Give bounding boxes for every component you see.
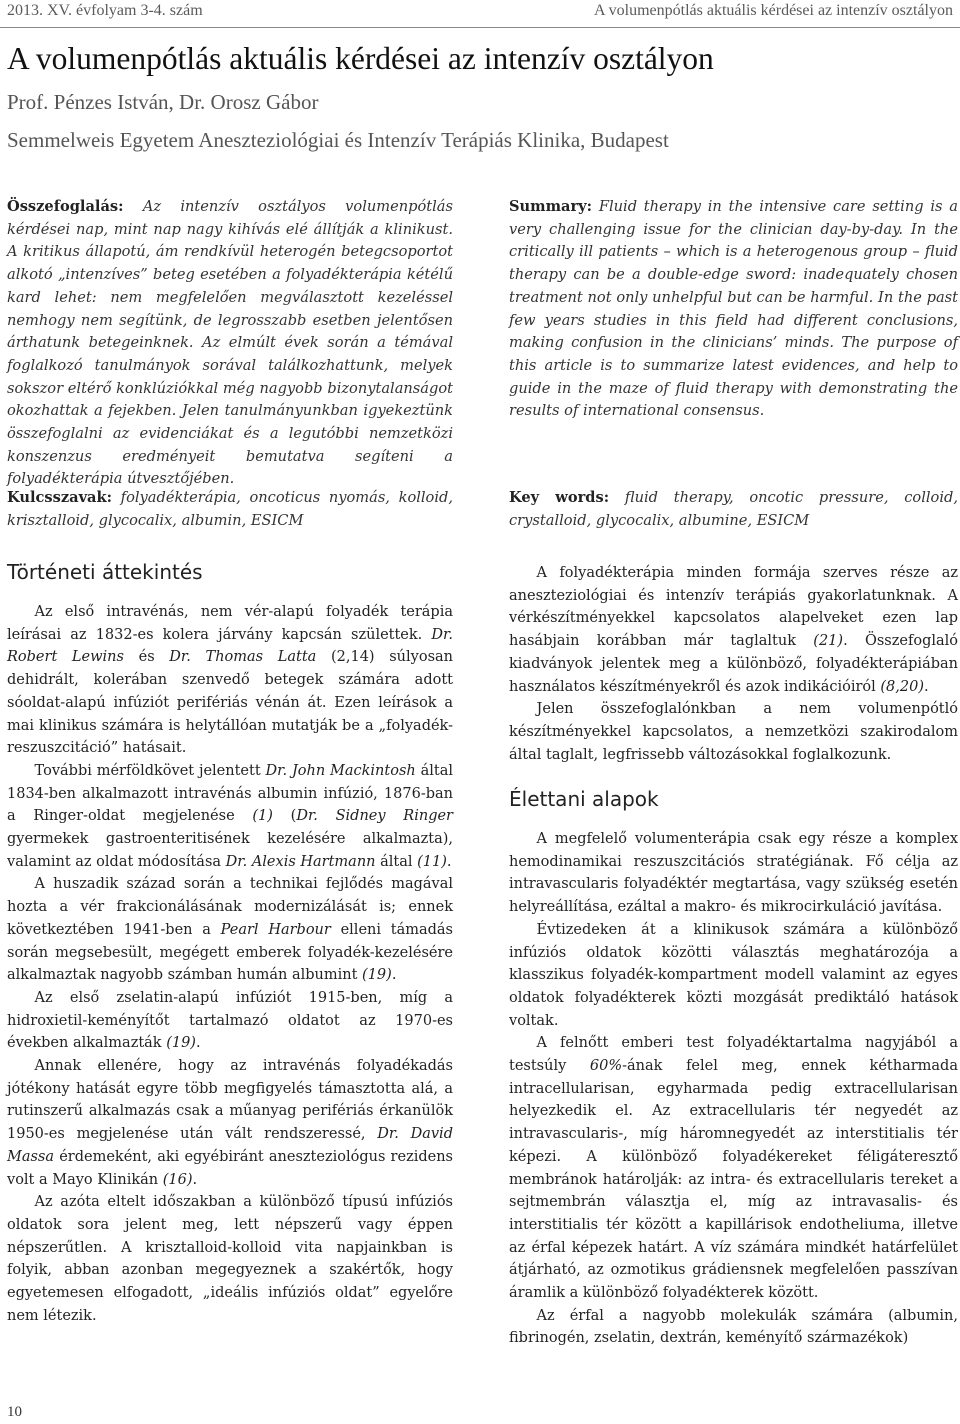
running-header-title: A volumenpótlás aktuális kérdései az intenzív osztályon — [593, 2, 953, 19]
keywords-en-label: Key words: — [509, 489, 610, 506]
physiology-paragraph-1: A megfelelő volumenterápia csak egy része a komplex hemodinamikai reszuszcitációs stratégiának. Fő célja az intravascularis folyadéktér megtartása, vagy szükség esetén helyreállítása, ezáltal a makro- és mikrocirkuláció javítása. — [509, 831, 958, 916]
header-rule — [0, 27, 960, 28]
keywords-hu-label: Kulcsszavak: — [7, 489, 113, 506]
article-title: A volumenpótlás aktuális kérdései az intenzív osztályon — [7, 41, 714, 76]
keywords-hu-text: folyadékterápia, oncoticus nyomás, kolloid, krisztalloid, glycocalix, albumin, ESICM — [7, 489, 453, 529]
intro-paragraph-1: A folyadékterápia minden formája szerves része az aneszteziológiai és intenzív terápiás gyakorlatunknak. A vérkészítményekkel kapcsolatos alapelveket ezen lap hasábjain korábban már taglaltuk (21). Összefoglaló kiadványok jelentek meg a különböző, folyadékterápiában használatos készítményekről és azok indikációiról (8,20). — [509, 565, 958, 695]
abstract-hu-label: Összefoglalás: — [7, 198, 124, 215]
running-header-issue: 2013. XV. évfolyam 3-4. szám — [7, 2, 203, 19]
keywords-en-text: fluid therapy, oncotic pressure, colloid, crystalloid, glycocalix, albumine, ESICM — [509, 489, 958, 529]
history-column — [7, 601, 453, 1328]
abstract-english — [509, 196, 958, 423]
history-paragraph-5: Annak ellenére, hogy az intravénás folyadékadás jótékony hatását egyre több megfigyelés támasztotta alá, a rutinszerű alkalmazás csak a műanyag perifériás érkanülök 1950-es megjelenése után vált rendszeressé, Dr. David Massa érdemeként, aki egyébiránt aneszteziológus rezidens volt a Mayo Klinikán (16). — [7, 1058, 453, 1188]
abstract-hu-text: Az intenzív osztályos volumenpótlás kérdései nap, mint nap nagy kihívás elé állítják a klinikust. A kritikus állapotú, ám rendkívül heterogén betegcsoportot alkotó „intenzíves” beteg esetében a folyadékterápia kétélű kard lehet: nem megfelelően megválasztott kezeléssel nemhogy nem segítünk, de legrosszabb esetben jelentősen árthatunk betegeinknek. Az elmúlt évek során a témával foglalkozó tanulmányok sorával találkozhattunk, melyek sokszor eltérő konklúziókkal még nagyobb bizonytalanságot okozhattak a fejekben. Jelen tanulmányunkban igyekeztünk összefoglalni az evidenciákat és a legutóbbi nemzetközi konszenzus eredményeit bemutatva segíteni a folyadékterápia útvesztőjében. — [7, 198, 453, 488]
history-paragraph-1: Az első intravénás, nem vér-alapú folyadék terápia leírásai az 1832-es kolera járvány kapcsán születtek. Dr. Robert Lewins és Dr. Thomas Latta (2,14) súlyosan dehidrált, kolerában szenvedő betegek számára adott sóoldat-alapú infúziót perifériás vénán át. Ezen leírások a mai klinikus számára is helytállóan mutatják be a „folyadék-reszuszcitáció” hatásait. — [7, 604, 453, 757]
history-paragraph-4: Az első zselatin-alapú infúziót 1915-ben, míg a hidroxietil-keményítőt tartalmazó oldatot az 1970-es években alkalmazták (19). — [7, 989, 453, 1052]
physiology-column — [509, 828, 958, 1350]
abstract-en-label: Summary: — [509, 198, 593, 215]
keywords-hungarian — [7, 487, 453, 532]
keywords-english — [509, 487, 958, 532]
abstract-hungarian — [7, 196, 453, 491]
history-paragraph-3: A huszadik század során a technikai fejlődés magával hozta a vér frakcionálásának modernizálását is; ennek következtében 1941-ben a Pearl Harbour elleni támadás során megsebesült, megégett emberek folyadék-kezelésére alkalmaztak nagyobb számban humán albumint (19). — [7, 876, 453, 984]
intro-paragraph-2: Jelen összefoglalónkban a nem volumenpótló készítményekkel kapcsolatos, a nemzetközi szakirodalom által taglalt, legfrissebb változásokkal foglalkozunk. — [509, 701, 958, 763]
history-paragraph-6: Az azóta eltelt időszakban a különböző típusú infúziós oldatok sora jelent meg, lett népszerű vagy éppen népszerűtlen. A krisztalloid-kolloid vita napjainkban is folyik, abban azonban megegyeznek a szakértők, hogy egyetemesen elfogadott, „ideális infúziós oldat” egyelőre nem létezik. — [7, 1194, 453, 1324]
section-heading-physiology: Élettani alapok — [509, 787, 659, 811]
article-affiliation: Semmelweis Egyetem Aneszteziológiai és Intenzív Terápiás Klinika, Budapest — [7, 128, 669, 152]
article-authors: Prof. Pénzes István, Dr. Orosz Gábor — [7, 90, 319, 114]
page-number: 10 — [7, 1404, 22, 1420]
physiology-paragraph-4: Az érfal a nagyobb molekulák számára (albumin, fibrinogén, zselatin, dextrán, keményítő származékok) — [509, 1307, 958, 1347]
history-paragraph-2: További mérföldkövet jelentett Dr. John Mackintosh által 1834-ben alkalmazott intravénás albumin infúzió, 1876-ban a Ringer-oldat megjelenése (1) (Dr. Sidney Ringer gyermekek gastroenteritisének kezelésére alkalmazta), valamint az oldat módosítása Dr. Alexis Hartmann által (11). — [7, 762, 453, 870]
section-heading-history: Történeti áttekintés — [7, 560, 203, 584]
physiology-paragraph-3: A felnőtt emberi test folyadéktartalma nagyjából a testsúly 60%-ának felel meg, ennek kétharmada intracellularisan, egyharmada pedig extracellularisan helyezkedik el. Az extracellularis tér negyedét az intravascularis-, míg háromnegyedét az interstitialis tér képezi. A különböző folyadékereket féligáteresztő membránok határolják: az intra- és extracellularis tereket a sejtmembrán választja el, míg az intravasalis- és interstitialis tér között a kapillárisok endotheliuma, illetve az érfal képezek határt. A víz számára mindkét határfelület átjárható, az ozmotikus grádiensnek megfelelően passzívan áramlik a különböző folyadékterek között. — [509, 1035, 958, 1302]
intro-column — [509, 562, 958, 766]
physiology-paragraph-2: Évtizedeken át a klinikusok számára a különböző infúziós oldatok közötti választás meghatározója a klasszikus folyadék-kompartment modell valamint az egyes oldatok folyadékterek közti mozgását prediktáló hatások voltak. — [509, 921, 958, 1029]
abstract-en-text: Fluid therapy in the intensive care setting is a very challenging issue for the clinician day-by-day. In the critically ill patients – which is a heterogenous group – fluid therapy can be a double-edge sword: inadequately chosen treatment not only unhelpful but can be harmful. In the past few years studies in this field had different conclusions, making confusion in the clinicians’ minds. The purpose of this article is to summarize latest evidences, and help to guide in the maze of fluid therapy with demonstrating the results of international consensus. — [509, 198, 958, 420]
